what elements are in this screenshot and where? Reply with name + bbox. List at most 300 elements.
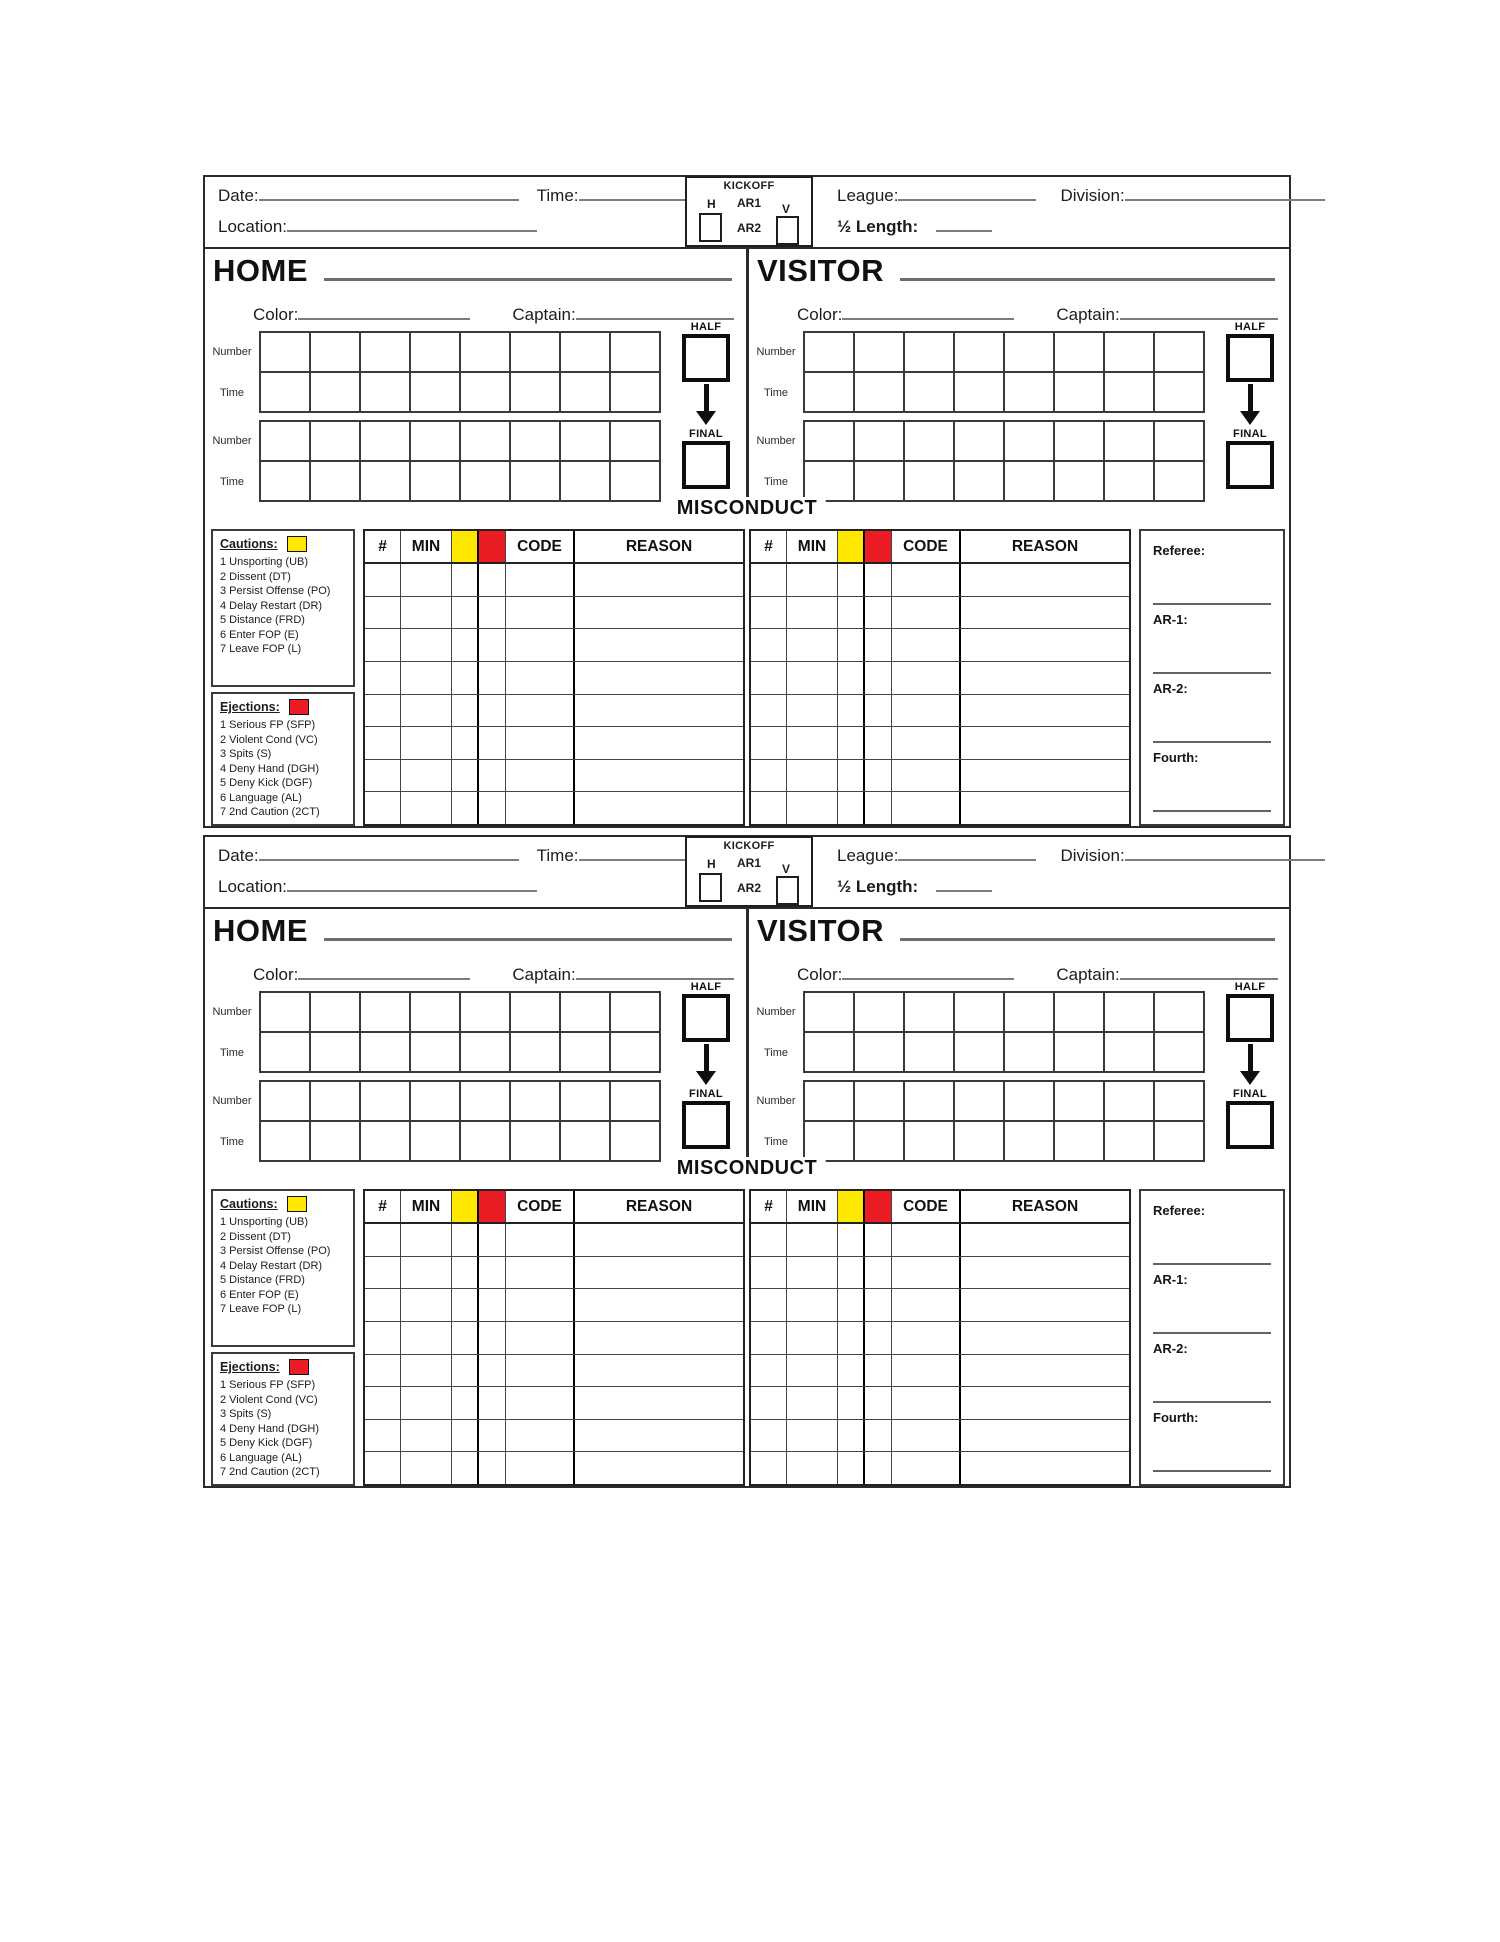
league-field[interactable] bbox=[898, 187, 1036, 201]
misconduct-cell[interactable] bbox=[506, 1289, 575, 1321]
misconduct-cell[interactable] bbox=[452, 1452, 479, 1484]
roster-cell[interactable] bbox=[511, 422, 561, 462]
roster-cell[interactable] bbox=[611, 1033, 661, 1073]
home-color-field[interactable] bbox=[298, 966, 470, 980]
misconduct-cell[interactable] bbox=[506, 727, 575, 759]
roster-cell[interactable] bbox=[1005, 1122, 1055, 1162]
misconduct-cell[interactable] bbox=[506, 792, 575, 824]
misconduct-cell[interactable] bbox=[838, 629, 865, 661]
roster-cell[interactable] bbox=[561, 373, 611, 413]
roster-cell[interactable] bbox=[261, 462, 311, 502]
visitor-captain-field[interactable] bbox=[1120, 966, 1278, 980]
misconduct-cell[interactable] bbox=[365, 1257, 401, 1289]
roster-cell[interactable] bbox=[1055, 422, 1105, 462]
misconduct-cell[interactable] bbox=[787, 695, 838, 727]
kickoff-visitor-checkbox[interactable] bbox=[776, 876, 799, 905]
misconduct-cell[interactable] bbox=[751, 1289, 787, 1321]
kickoff-home-checkbox[interactable] bbox=[699, 213, 722, 242]
misconduct-cell[interactable] bbox=[787, 662, 838, 694]
roster-cell[interactable] bbox=[1005, 1033, 1055, 1073]
kickoff-visitor-checkbox[interactable] bbox=[776, 216, 799, 245]
roster-cell[interactable] bbox=[461, 422, 511, 462]
misconduct-cell[interactable] bbox=[961, 695, 1129, 727]
misconduct-cell[interactable] bbox=[865, 1224, 892, 1256]
misconduct-cell[interactable] bbox=[961, 1257, 1129, 1289]
roster-cell[interactable] bbox=[361, 462, 411, 502]
misconduct-cell[interactable] bbox=[401, 1289, 452, 1321]
roster-cell[interactable] bbox=[905, 1122, 955, 1162]
roster-cell[interactable] bbox=[1105, 422, 1155, 462]
final-score-box[interactable] bbox=[1226, 441, 1274, 489]
misconduct-cell[interactable] bbox=[961, 662, 1129, 694]
roster-cell[interactable] bbox=[461, 373, 511, 413]
roster-cell[interactable] bbox=[805, 993, 855, 1033]
misconduct-cell[interactable] bbox=[865, 1387, 892, 1419]
roster-cell[interactable] bbox=[561, 422, 611, 462]
roster-cell[interactable] bbox=[855, 333, 905, 373]
roster-cell[interactable] bbox=[955, 993, 1005, 1033]
misconduct-cell[interactable] bbox=[787, 760, 838, 792]
misconduct-cell[interactable] bbox=[575, 760, 743, 792]
misconduct-cell[interactable] bbox=[479, 1257, 506, 1289]
misconduct-cell[interactable] bbox=[452, 1224, 479, 1256]
misconduct-cell[interactable] bbox=[506, 1420, 575, 1452]
roster-cell[interactable] bbox=[805, 462, 855, 502]
date-field[interactable] bbox=[259, 847, 519, 861]
misconduct-cell[interactable] bbox=[452, 1420, 479, 1452]
roster-cell[interactable] bbox=[855, 422, 905, 462]
roster-cell[interactable] bbox=[611, 422, 661, 462]
misconduct-cell[interactable] bbox=[961, 564, 1129, 596]
misconduct-cell[interactable] bbox=[365, 695, 401, 727]
misconduct-cell[interactable] bbox=[452, 760, 479, 792]
misconduct-cell[interactable] bbox=[892, 695, 961, 727]
misconduct-cell[interactable] bbox=[838, 1322, 865, 1354]
misconduct-cell[interactable] bbox=[452, 695, 479, 727]
misconduct-cell[interactable] bbox=[865, 564, 892, 596]
misconduct-cell[interactable] bbox=[452, 1322, 479, 1354]
misconduct-cell[interactable] bbox=[787, 1387, 838, 1419]
roster-cell[interactable] bbox=[461, 1082, 511, 1122]
misconduct-cell[interactable] bbox=[365, 597, 401, 629]
roster-cell[interactable] bbox=[361, 993, 411, 1033]
misconduct-cell[interactable] bbox=[506, 597, 575, 629]
misconduct-cell[interactable] bbox=[365, 1355, 401, 1387]
half-score-box[interactable] bbox=[682, 334, 730, 382]
misconduct-cell[interactable] bbox=[892, 1355, 961, 1387]
misconduct-cell[interactable] bbox=[961, 1452, 1129, 1484]
misconduct-cell[interactable] bbox=[479, 760, 506, 792]
kickoff-home-checkbox[interactable] bbox=[699, 873, 722, 902]
roster-cell[interactable] bbox=[905, 993, 955, 1033]
misconduct-cell[interactable] bbox=[575, 564, 743, 596]
fourth-official-name-field[interactable] bbox=[1153, 810, 1271, 812]
roster-cell[interactable] bbox=[411, 1122, 461, 1162]
misconduct-cell[interactable] bbox=[787, 727, 838, 759]
misconduct-cell[interactable] bbox=[479, 564, 506, 596]
misconduct-cell[interactable] bbox=[838, 1257, 865, 1289]
roster-cell[interactable] bbox=[611, 1082, 661, 1122]
roster-cell[interactable] bbox=[955, 1122, 1005, 1162]
misconduct-cell[interactable] bbox=[365, 760, 401, 792]
roster-cell[interactable] bbox=[1105, 1033, 1155, 1073]
misconduct-cell[interactable] bbox=[479, 1224, 506, 1256]
roster-cell[interactable] bbox=[905, 422, 955, 462]
misconduct-cell[interactable] bbox=[865, 1289, 892, 1321]
misconduct-cell[interactable] bbox=[892, 597, 961, 629]
roster-cell[interactable] bbox=[855, 1033, 905, 1073]
misconduct-cell[interactable] bbox=[365, 662, 401, 694]
misconduct-cell[interactable] bbox=[479, 695, 506, 727]
roster-cell[interactable] bbox=[805, 333, 855, 373]
misconduct-cell[interactable] bbox=[401, 1387, 452, 1419]
misconduct-cell[interactable] bbox=[751, 1322, 787, 1354]
misconduct-cell[interactable] bbox=[751, 760, 787, 792]
misconduct-cell[interactable] bbox=[506, 1257, 575, 1289]
misconduct-cell[interactable] bbox=[892, 629, 961, 661]
roster-cell[interactable] bbox=[561, 1082, 611, 1122]
roster-cell[interactable] bbox=[561, 333, 611, 373]
location-field[interactable] bbox=[287, 878, 537, 892]
roster-cell[interactable] bbox=[311, 1082, 361, 1122]
visitor-name-field[interactable] bbox=[900, 278, 1275, 281]
roster-cell[interactable] bbox=[855, 993, 905, 1033]
misconduct-cell[interactable] bbox=[365, 1322, 401, 1354]
roster-cell[interactable] bbox=[955, 422, 1005, 462]
misconduct-cell[interactable] bbox=[479, 1289, 506, 1321]
visitor-color-field[interactable] bbox=[842, 966, 1014, 980]
misconduct-cell[interactable] bbox=[787, 1420, 838, 1452]
roster-cell[interactable] bbox=[511, 1122, 561, 1162]
misconduct-cell[interactable] bbox=[401, 597, 452, 629]
roster-cell[interactable] bbox=[1155, 422, 1205, 462]
misconduct-cell[interactable] bbox=[865, 1452, 892, 1484]
roster-cell[interactable] bbox=[361, 333, 411, 373]
roster-cell[interactable] bbox=[611, 373, 661, 413]
roster-cell[interactable] bbox=[311, 333, 361, 373]
roster-cell[interactable] bbox=[1105, 1122, 1155, 1162]
roster-cell[interactable] bbox=[855, 462, 905, 502]
roster-cell[interactable] bbox=[1155, 333, 1205, 373]
misconduct-cell[interactable] bbox=[865, 695, 892, 727]
roster-cell[interactable] bbox=[1105, 1082, 1155, 1122]
misconduct-cell[interactable] bbox=[479, 792, 506, 824]
misconduct-cell[interactable] bbox=[365, 1420, 401, 1452]
division-field[interactable] bbox=[1125, 847, 1325, 861]
visitor-color-field[interactable] bbox=[842, 306, 1014, 320]
roster-cell[interactable] bbox=[1005, 1082, 1055, 1122]
misconduct-cell[interactable] bbox=[961, 1387, 1129, 1419]
misconduct-cell[interactable] bbox=[365, 629, 401, 661]
roster-cell[interactable] bbox=[311, 462, 361, 502]
roster-cell[interactable] bbox=[461, 462, 511, 502]
misconduct-cell[interactable] bbox=[961, 1224, 1129, 1256]
roster-cell[interactable] bbox=[1055, 993, 1105, 1033]
misconduct-cell[interactable] bbox=[787, 1322, 838, 1354]
roster-cell[interactable] bbox=[805, 1082, 855, 1122]
roster-cell[interactable] bbox=[311, 1033, 361, 1073]
half-score-box[interactable] bbox=[682, 994, 730, 1042]
home-captain-field[interactable] bbox=[576, 966, 734, 980]
misconduct-cell[interactable] bbox=[787, 1257, 838, 1289]
misconduct-cell[interactable] bbox=[961, 1355, 1129, 1387]
roster-cell[interactable] bbox=[361, 422, 411, 462]
roster-cell[interactable] bbox=[411, 993, 461, 1033]
misconduct-cell[interactable] bbox=[452, 629, 479, 661]
misconduct-cell[interactable] bbox=[787, 792, 838, 824]
roster-cell[interactable] bbox=[261, 993, 311, 1033]
misconduct-cell[interactable] bbox=[479, 1387, 506, 1419]
misconduct-cell[interactable] bbox=[575, 597, 743, 629]
misconduct-cell[interactable] bbox=[506, 629, 575, 661]
visitor-name-field[interactable] bbox=[900, 938, 1275, 941]
roster-cell[interactable] bbox=[361, 373, 411, 413]
visitor-captain-field[interactable] bbox=[1120, 306, 1278, 320]
roster-cell[interactable] bbox=[461, 333, 511, 373]
misconduct-cell[interactable] bbox=[751, 629, 787, 661]
misconduct-cell[interactable] bbox=[865, 1257, 892, 1289]
roster-cell[interactable] bbox=[511, 333, 561, 373]
misconduct-cell[interactable] bbox=[479, 662, 506, 694]
roster-cell[interactable] bbox=[261, 1033, 311, 1073]
misconduct-cell[interactable] bbox=[787, 1452, 838, 1484]
roster-cell[interactable] bbox=[1105, 333, 1155, 373]
misconduct-cell[interactable] bbox=[506, 1322, 575, 1354]
misconduct-cell[interactable] bbox=[452, 1355, 479, 1387]
roster-cell[interactable] bbox=[411, 462, 461, 502]
roster-cell[interactable] bbox=[561, 993, 611, 1033]
misconduct-cell[interactable] bbox=[865, 1355, 892, 1387]
misconduct-cell[interactable] bbox=[575, 1289, 743, 1321]
roster-cell[interactable] bbox=[411, 333, 461, 373]
home-captain-field[interactable] bbox=[576, 306, 734, 320]
roster-cell[interactable] bbox=[311, 993, 361, 1033]
misconduct-cell[interactable] bbox=[961, 629, 1129, 661]
half-score-box[interactable] bbox=[1226, 994, 1274, 1042]
roster-cell[interactable] bbox=[805, 1033, 855, 1073]
roster-cell[interactable] bbox=[561, 1033, 611, 1073]
misconduct-cell[interactable] bbox=[787, 564, 838, 596]
roster-cell[interactable] bbox=[1005, 333, 1055, 373]
misconduct-cell[interactable] bbox=[452, 662, 479, 694]
misconduct-cell[interactable] bbox=[838, 1355, 865, 1387]
roster-cell[interactable] bbox=[261, 333, 311, 373]
misconduct-cell[interactable] bbox=[479, 727, 506, 759]
misconduct-cell[interactable] bbox=[751, 662, 787, 694]
misconduct-cell[interactable] bbox=[751, 564, 787, 596]
misconduct-cell[interactable] bbox=[401, 1257, 452, 1289]
half-score-box[interactable] bbox=[1226, 334, 1274, 382]
roster-cell[interactable] bbox=[611, 333, 661, 373]
misconduct-cell[interactable] bbox=[751, 792, 787, 824]
misconduct-cell[interactable] bbox=[865, 727, 892, 759]
misconduct-cell[interactable] bbox=[961, 760, 1129, 792]
misconduct-cell[interactable] bbox=[479, 597, 506, 629]
misconduct-cell[interactable] bbox=[575, 1355, 743, 1387]
misconduct-cell[interactable] bbox=[401, 629, 452, 661]
misconduct-cell[interactable] bbox=[892, 662, 961, 694]
time-field[interactable] bbox=[579, 187, 685, 201]
misconduct-cell[interactable] bbox=[452, 1387, 479, 1419]
referee-name-field[interactable] bbox=[1153, 603, 1271, 605]
time-field[interactable] bbox=[579, 847, 685, 861]
roster-cell[interactable] bbox=[955, 1033, 1005, 1073]
roster-cell[interactable] bbox=[311, 373, 361, 413]
misconduct-cell[interactable] bbox=[452, 1289, 479, 1321]
misconduct-cell[interactable] bbox=[452, 727, 479, 759]
misconduct-cell[interactable] bbox=[865, 1420, 892, 1452]
final-score-box[interactable] bbox=[682, 1101, 730, 1149]
misconduct-cell[interactable] bbox=[575, 1257, 743, 1289]
misconduct-cell[interactable] bbox=[506, 564, 575, 596]
misconduct-cell[interactable] bbox=[865, 597, 892, 629]
half-length-field[interactable] bbox=[936, 878, 992, 892]
misconduct-cell[interactable] bbox=[506, 1355, 575, 1387]
misconduct-cell[interactable] bbox=[575, 1420, 743, 1452]
misconduct-cell[interactable] bbox=[506, 1387, 575, 1419]
misconduct-cell[interactable] bbox=[787, 1289, 838, 1321]
roster-cell[interactable] bbox=[561, 1122, 611, 1162]
roster-cell[interactable] bbox=[1055, 1082, 1105, 1122]
roster-cell[interactable] bbox=[461, 1122, 511, 1162]
misconduct-cell[interactable] bbox=[365, 564, 401, 596]
roster-cell[interactable] bbox=[361, 1122, 411, 1162]
ar2-name-field[interactable] bbox=[1153, 1401, 1271, 1403]
misconduct-cell[interactable] bbox=[479, 1452, 506, 1484]
misconduct-cell[interactable] bbox=[751, 597, 787, 629]
misconduct-cell[interactable] bbox=[575, 662, 743, 694]
misconduct-cell[interactable] bbox=[401, 1322, 452, 1354]
misconduct-cell[interactable] bbox=[838, 1420, 865, 1452]
roster-cell[interactable] bbox=[511, 1082, 561, 1122]
misconduct-cell[interactable] bbox=[401, 1452, 452, 1484]
misconduct-cell[interactable] bbox=[575, 1452, 743, 1484]
misconduct-cell[interactable] bbox=[575, 629, 743, 661]
misconduct-cell[interactable] bbox=[401, 564, 452, 596]
roster-cell[interactable] bbox=[855, 1122, 905, 1162]
home-color-field[interactable] bbox=[298, 306, 470, 320]
misconduct-cell[interactable] bbox=[365, 1224, 401, 1256]
misconduct-cell[interactable] bbox=[575, 727, 743, 759]
roster-cell[interactable] bbox=[561, 462, 611, 502]
ar1-name-field[interactable] bbox=[1153, 672, 1271, 674]
roster-cell[interactable] bbox=[411, 1033, 461, 1073]
misconduct-cell[interactable] bbox=[838, 695, 865, 727]
roster-cell[interactable] bbox=[311, 422, 361, 462]
misconduct-cell[interactable] bbox=[961, 1420, 1129, 1452]
roster-cell[interactable] bbox=[1005, 422, 1055, 462]
misconduct-cell[interactable] bbox=[892, 1289, 961, 1321]
misconduct-cell[interactable] bbox=[838, 760, 865, 792]
misconduct-cell[interactable] bbox=[452, 597, 479, 629]
roster-cell[interactable] bbox=[955, 333, 1005, 373]
misconduct-cell[interactable] bbox=[838, 1387, 865, 1419]
roster-cell[interactable] bbox=[611, 993, 661, 1033]
misconduct-cell[interactable] bbox=[365, 1452, 401, 1484]
roster-cell[interactable] bbox=[1055, 373, 1105, 413]
roster-cell[interactable] bbox=[261, 1082, 311, 1122]
misconduct-cell[interactable] bbox=[892, 1452, 961, 1484]
roster-cell[interactable] bbox=[261, 422, 311, 462]
roster-cell[interactable] bbox=[361, 1082, 411, 1122]
roster-cell[interactable] bbox=[411, 422, 461, 462]
misconduct-cell[interactable] bbox=[401, 792, 452, 824]
roster-cell[interactable] bbox=[855, 1082, 905, 1122]
misconduct-cell[interactable] bbox=[892, 1257, 961, 1289]
roster-cell[interactable] bbox=[611, 1122, 661, 1162]
misconduct-cell[interactable] bbox=[506, 695, 575, 727]
misconduct-cell[interactable] bbox=[865, 629, 892, 661]
misconduct-cell[interactable] bbox=[838, 727, 865, 759]
roster-cell[interactable] bbox=[461, 1033, 511, 1073]
date-field[interactable] bbox=[259, 187, 519, 201]
roster-cell[interactable] bbox=[511, 1033, 561, 1073]
misconduct-cell[interactable] bbox=[452, 564, 479, 596]
misconduct-cell[interactable] bbox=[401, 1224, 452, 1256]
roster-cell[interactable] bbox=[1055, 1033, 1105, 1073]
roster-cell[interactable] bbox=[1155, 1033, 1205, 1073]
misconduct-cell[interactable] bbox=[365, 1387, 401, 1419]
misconduct-cell[interactable] bbox=[751, 1257, 787, 1289]
home-name-field[interactable] bbox=[324, 278, 732, 281]
misconduct-cell[interactable] bbox=[575, 1387, 743, 1419]
misconduct-cell[interactable] bbox=[787, 1224, 838, 1256]
misconduct-cell[interactable] bbox=[838, 564, 865, 596]
misconduct-cell[interactable] bbox=[865, 760, 892, 792]
misconduct-cell[interactable] bbox=[479, 1322, 506, 1354]
misconduct-cell[interactable] bbox=[575, 792, 743, 824]
misconduct-cell[interactable] bbox=[961, 1289, 1129, 1321]
roster-cell[interactable] bbox=[1155, 1082, 1205, 1122]
misconduct-cell[interactable] bbox=[838, 792, 865, 824]
roster-cell[interactable] bbox=[261, 1122, 311, 1162]
location-field[interactable] bbox=[287, 218, 537, 232]
misconduct-cell[interactable] bbox=[751, 727, 787, 759]
misconduct-cell[interactable] bbox=[892, 727, 961, 759]
roster-cell[interactable] bbox=[905, 1033, 955, 1073]
misconduct-cell[interactable] bbox=[575, 695, 743, 727]
misconduct-cell[interactable] bbox=[961, 1322, 1129, 1354]
misconduct-cell[interactable] bbox=[865, 1322, 892, 1354]
roster-cell[interactable] bbox=[805, 422, 855, 462]
fourth-official-name-field[interactable] bbox=[1153, 1470, 1271, 1472]
roster-cell[interactable] bbox=[411, 1082, 461, 1122]
misconduct-cell[interactable] bbox=[892, 564, 961, 596]
misconduct-cell[interactable] bbox=[838, 597, 865, 629]
roster-cell[interactable] bbox=[905, 1082, 955, 1122]
misconduct-cell[interactable] bbox=[506, 662, 575, 694]
misconduct-cell[interactable] bbox=[961, 792, 1129, 824]
roster-cell[interactable] bbox=[1105, 462, 1155, 502]
league-field[interactable] bbox=[898, 847, 1036, 861]
roster-cell[interactable] bbox=[1155, 1122, 1205, 1162]
roster-cell[interactable] bbox=[1055, 333, 1105, 373]
misconduct-cell[interactable] bbox=[401, 695, 452, 727]
roster-cell[interactable] bbox=[905, 462, 955, 502]
misconduct-cell[interactable] bbox=[479, 1355, 506, 1387]
roster-cell[interactable] bbox=[1105, 993, 1155, 1033]
roster-cell[interactable] bbox=[1155, 373, 1205, 413]
misconduct-cell[interactable] bbox=[751, 1387, 787, 1419]
misconduct-cell[interactable] bbox=[838, 1224, 865, 1256]
misconduct-cell[interactable] bbox=[892, 760, 961, 792]
misconduct-cell[interactable] bbox=[787, 629, 838, 661]
roster-cell[interactable] bbox=[511, 462, 561, 502]
misconduct-cell[interactable] bbox=[506, 1452, 575, 1484]
half-length-field[interactable] bbox=[936, 218, 992, 232]
roster-cell[interactable] bbox=[511, 993, 561, 1033]
misconduct-cell[interactable] bbox=[838, 662, 865, 694]
